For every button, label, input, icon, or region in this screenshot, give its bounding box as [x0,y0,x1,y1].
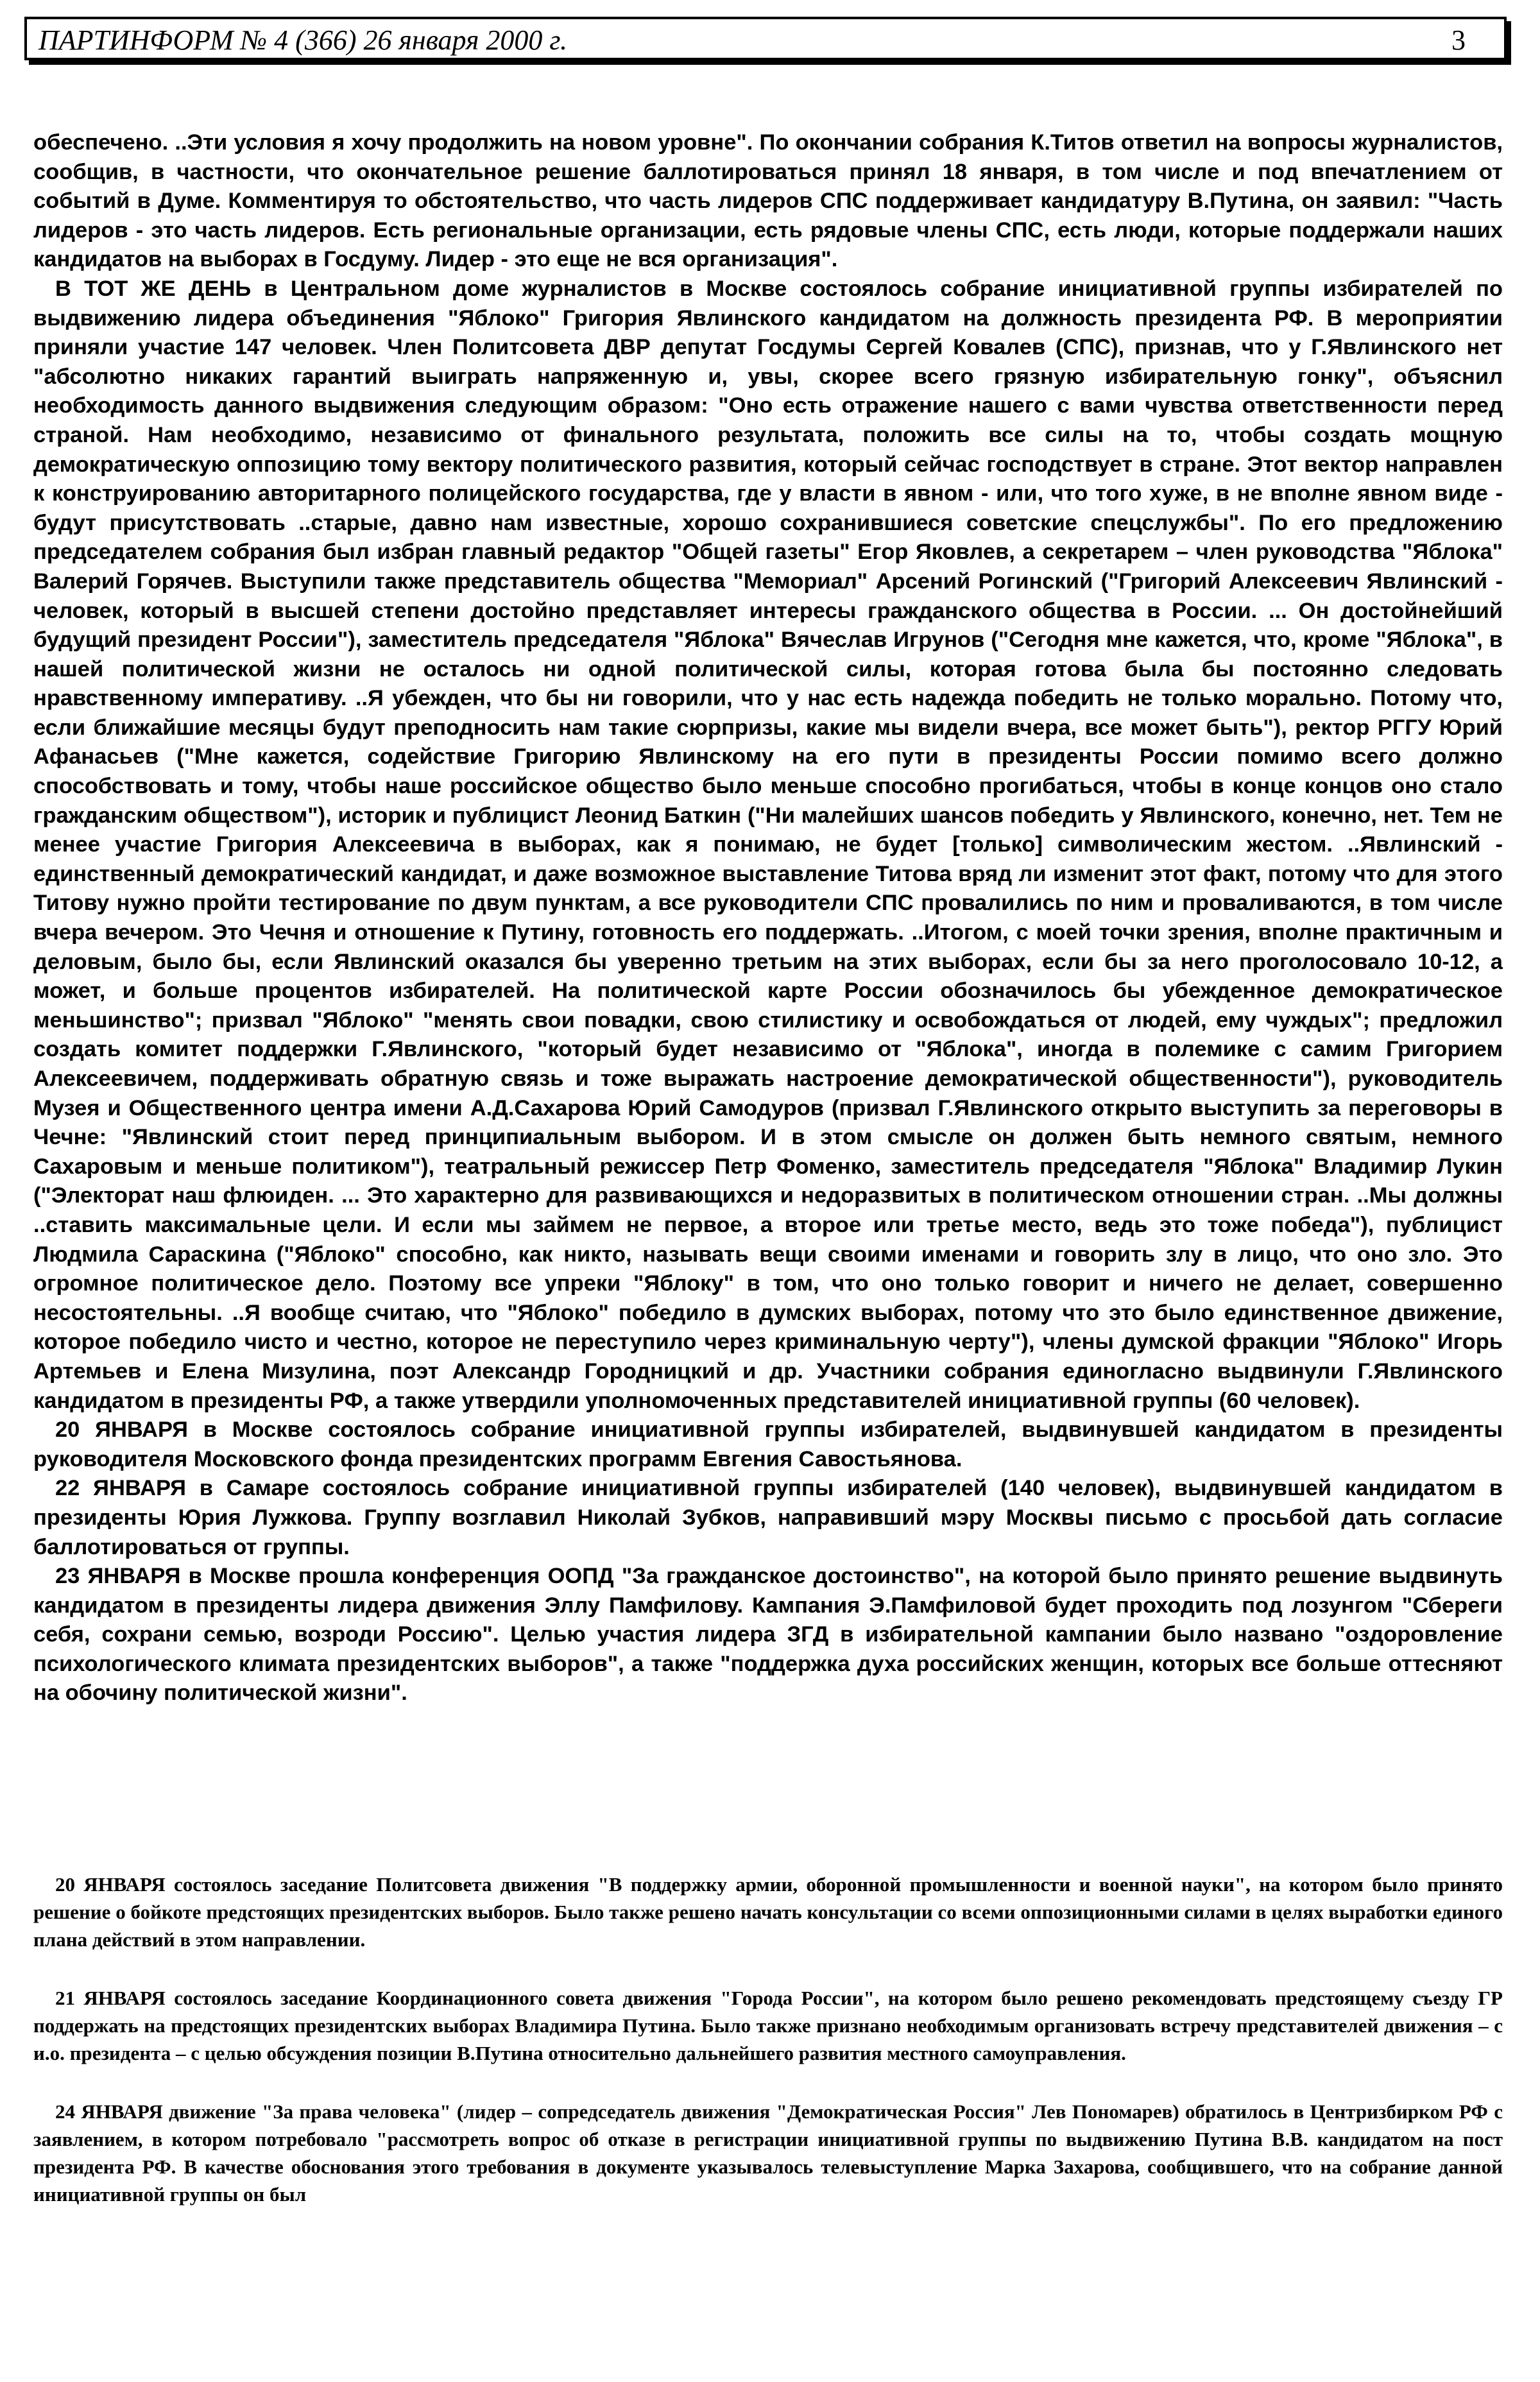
paragraph-lead: 22 ЯНВАРЯ [55,1476,186,1501]
brief-paragraph: 24 ЯНВАРЯ движение "За права человека" (лидер – сопредседатель движения "Демократическая Россия" Лев Пономарев) обратилось в Центризбирком РФ с заявлением, в котором потребовало "рассмотреть вопрос об отказе в регистрации инициативной группы по выдвижению Путина В.В. кандидатом на пост президента РФ. В качестве обоснования этого требования в документе указывалось телевыступление Марка Захарова, сообщившего, что на собрание данной инициативной группы он был [33,2100,1503,2206]
paragraph-text: в Москве состоялось собрание инициативной группы избирателей, выдвинувшей кандидатом в президенты руководителя Московского фонда президентских программ Евгения Савостьянова. [33,1418,1503,1471]
main-article [33,128,1503,1708]
page-number: 3 [1451,24,1466,56]
brief-paragraph: 20 ЯНВАРЯ состоялось заседание Политсовета движения "В поддержку армии, оборонной промышленности и военной науки", на котором было принято решение о бойкоте предстоящих президентских выборов. Было также решено начать консультации со всеми оппозиционными силами в целях выработки единого плана действий в этом направлении. [33,1873,1503,1951]
article-paragraph [33,275,1503,1416]
publication-title: ПАРТИНФОРМ № 4 (366) 26 января 2000 г. [38,24,568,56]
article-paragraph [33,1416,1503,1474]
paragraph-text: в Центральном доме журналистов в Москве состоялось собрание инициативной группы избирателей по выдвижению лидера объединения "Яблоко" Григория Явлинского кандидатом на должность президента РФ. В мероприятии приняли участие 147 человек. Член Политсовета ДВР депутат Госдумы Сергей Ковалев (СПС), признав, что у Г.Явлинского нет "абсолютно никаких гарантий выиграть напряженную и, увы, скорее всего грязную избирательную гонку", объяснил необходимость данного выдвижения следующим образом: "Оно есть отражение нашего с вами чувства ответственности перед страной. Нам необходимо, независимо от финального результата, положить все силы на то, чтобы создать мощную демократическую оппозицию тому вектору политического развития, который сейчас господствует в стране. Этот вектор направлен к конструированию авторитарного полицейского государства, где у власти в явном - или, что того хуже, в не вполне явном виде - будут присутствовать ..старые, давно нам известные, хорошо сохранившиеся советские спецслужбы". По его предложению председателем собрания был избран главный редактор "Общей газеты" Егор Яковлев, а секретарем – член руководства "Яблока" Валерий Горячев. Выступили также представитель общества "Мемориал" Арсений Рогинский ("Григорий Алексеевич Явлинский - человек, который в высшей степени достойно представляет интересы гражданского общества в России. ... Он достойнейший будущий президент России"), заместитель председателя "Яблока" Вячеслав Игрунов ("Сегодня мне кажется, что, кроме "Яблока", в нашей политической жизни не осталось ни одной политической силы, которая готова была бы постоянно следовать нравственному императиву. ..Я убежден, что бы ни говорили, что у нас есть надежда победить не только морально. Потому что, если ближайшие месяцы будут преподносить нам такие сюрпризы, какие мы видели вчера, все может быть"), ректор РГГУ Юрий Афанасьев ("Мне кажется, содействие Григорию Явлинскому на его пути в президенты России помимо всего должно способствовать и тому, чтобы наше российское общество было меньше способно прогибаться, чтобы в конце концов оно стало гражданским обществом"), историк и публицист Леонид Баткин ("Ни малейших шансов победить у Явлинского, конечно, нет. Тем не менее участие Григория Алексеевича в выборах, как я понимаю, не будет [только] символическим жестом. ..Явлинский - единственный демократический кандидат, и даже возможное выставление Титова вряд ли изменит этот факт, потому что для этого Титову нужно пройти тестирование по двум пунктам, а все руководители СПС провалились по ним и проваливаются, в том числе вчера вечером. Это Чечня и отношение к Путину, готовность его поддержать. ..Итогом, с моей точки зрения, вполне практичным и деловым, было бы, если Явлинский оказался бы уверенно третьим на этих выборах, если бы за него проголосовало 10-12, а может, и больше процентов избирателей. На политической карте России обозначилось бы убежденное демократическое меньшинство"; призвал "Яблоко" "менять свои повадки, свою стилистику и освобождаться от людей, ему чуждых"; предложил создать комитет поддержки Г.Явлинского, "который будет независимо от "Яблока", иногда в полемике с самим Григорием Алексеевичем, поддерживать обратную связь и тоже выражать настроение демократической общественности"), руководитель Музея и Общественного центра имени А.Д.Сахарова Юрий Самодуров (призвал Г.Явлинского открыто выступить за переговоры в Чечне: "Явлинский стоит перед принципиальным выбором. И в этом смысле он должен быть немного святым, немного Сахаровым и меньше политиком"), театральный режиссер Петр Фоменко, заместитель председателя "Яблока" Владимир Лукин ("Электорат наш флюиден. ... Это характерно для развивающихся и недоразвитых в политическом отношении стран. ..Мы должны ..ставить максимальные цели. И если мы займем не первое, а второе или третье место, ведь это тоже победа"), публицист Людмила Сараскина ("Яблоко" способно, как никто, называть вещи своими именами и говорить злу в лицо, что оно зло. Это огромное политическое дело. Поэтому все упреки "Яблоку" в том, что оно только говорит и ничего не делает, совершенно несостоятельны. ..Я вообще считаю, что "Яблоко" победило в думских выборах, потому что это было единственное движение, которое победило чисто и честно, которое не переступило через криминальную черту"), члены думской фракции "Яблоко" Игорь Артемьев и Елена Мизулина, поэт Александр Городницкий и др. Участники собрания единогласно выдвинули Г.Явлинского кандидатом в президенты РФ, а также утвердили уполномоченных представителей инициативной группы (60 человек). [33,276,1503,1413]
paragraph-lead: В ТОТ ЖЕ ДЕНЬ [55,276,252,301]
paragraph-lead: 20 ЯНВАРЯ [55,1418,188,1443]
article-paragraph [33,1562,1503,1708]
paragraph-text: в Самаре состоялось собрание инициативной группы избирателей (140 человек), выдвинувшей кандидатом в президенты Юрия Лужкова. Группу возглавил Николай Зубков, направивший мэру Москвы письмо с просьбой дать согласие баллотироваться от группы. [33,1476,1503,1559]
article-paragraph [33,1474,1503,1562]
paragraph-lead: 23 ЯНВАРЯ [55,1564,181,1589]
brief-paragraph: 21 ЯНВАРЯ состоялось заседание Координационного совета движения "Города России", на котором было решено рекомендовать предстоящему съезду ГР поддержать на предстоящих президентских выборах Владимира Путина. Было также признано необходимым организовать встречу представителей движения – с и.о. президента – с целью обсуждения позиции В.Путина относительно дальнейшего развития местного самоуправления. [33,1987,1503,2064]
page-header [24,17,1507,60]
news-briefs [33,1871,1503,2208]
article-paragraph [33,128,1503,275]
paragraph-text: обеспечено. ..Эти условия я хочу продолжить на новом уровне". По окончании собрания К.Титов ответил на вопросы журналистов, сообщив, в частности, что окончательное решение баллотироваться принял 18 января, в том числе и под впечатлением от событий в Думе. Комментируя то обстоятельство, что часть лидеров СПС поддерживает кандидатуру В.Путина, он заявил: "Часть лидеров - это часть лидеров. Есть региональные организации, есть рядовые члены СПС, есть люди, которые поддержали наших кандидатов на выборах в Госдуму. Лидер - это еще не вся организация". [33,130,1503,272]
paragraph-text: в Москве прошла конференция ООПД "За гражданское достоинство", на которой было принято решение выдвинуть кандидатом в президенты лидера движения Эллу Памфилову. Кампания Э.Памфиловой будет проходить под лозунгом "Сбереги себя, сохрани семью, возроди Россию". Целью участия лидера ЗГД в избирательной кампании было названо "оздоровление психологического климата президентских выборов", а также "поддержка духа российских женщин, которых все больше оттесняют на обочину политической жизни". [33,1564,1503,1706]
